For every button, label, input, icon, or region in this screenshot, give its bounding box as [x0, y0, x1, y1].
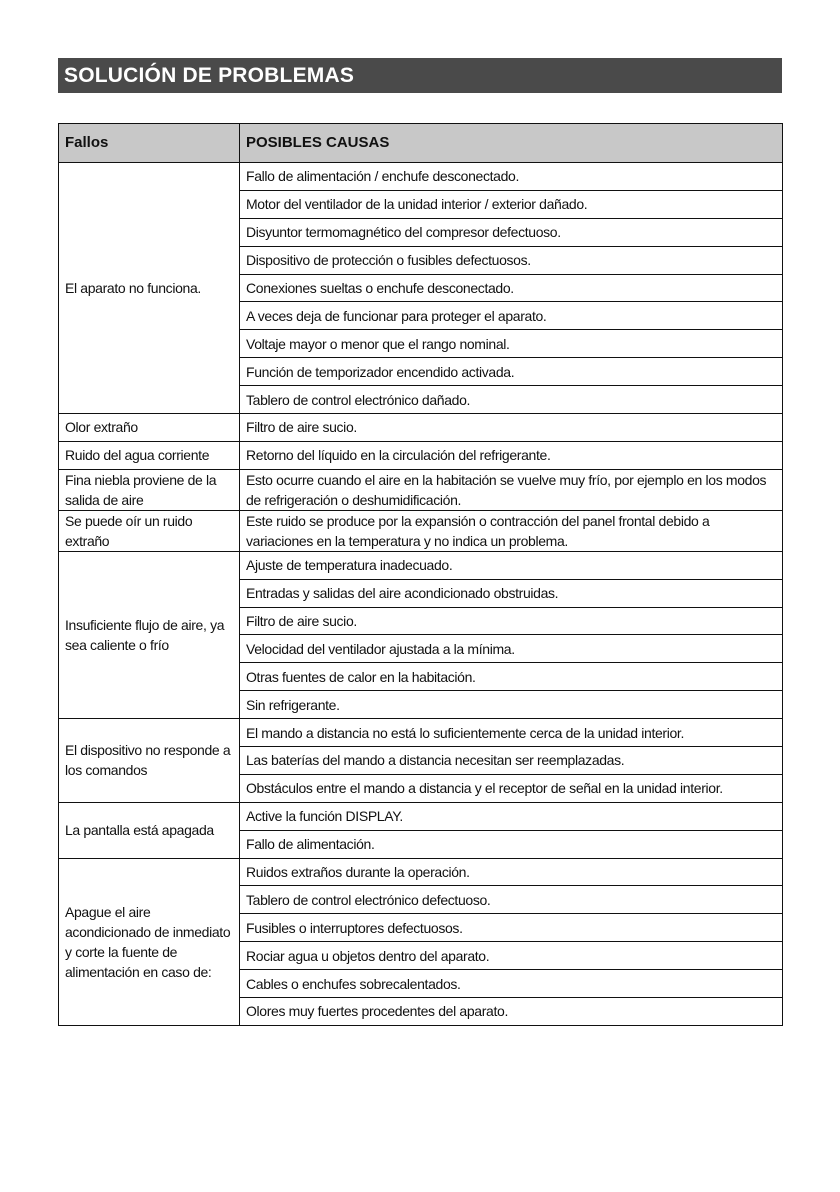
cause-cell: Filtro de aire sucio. [240, 414, 783, 442]
table-header-row [59, 124, 783, 163]
table-row [59, 441, 783, 469]
fault-cell: Se puede oír un ruido extraño [59, 510, 240, 551]
cause-cell: Tablero de control electrónico dañado. [240, 386, 783, 414]
cause-cell: Rociar agua u objetos dentro del aparato. [240, 942, 783, 970]
fault-cell: La pantalla está apagada [59, 802, 240, 858]
cause-cell: Motor del ventilador de la unidad interior / exterior dañado. [240, 190, 783, 218]
table-row [59, 858, 783, 886]
cause-cell: Fallo de alimentación. [240, 830, 783, 858]
cause-cell: Fusibles o interruptores defectuosos. [240, 914, 783, 942]
cause-cell: Tablero de control electrónico defectuoso. [240, 886, 783, 914]
fault-cell: Fina niebla proviene de la salida de aire [59, 469, 240, 510]
troubleshooting-table [58, 123, 783, 1026]
cause-cell: Velocidad del ventilador ajustada a la mínima. [240, 635, 783, 663]
cause-cell: Ruidos extraños durante la operación. [240, 858, 783, 886]
cause-cell: Esto ocurre cuando el aire en la habitación se vuelve muy frío, por ejemplo en los modos de refrigeración o deshumidificación. [240, 469, 783, 510]
cause-cell: Las baterías del mando a distancia necesitan ser reemplazadas. [240, 747, 783, 775]
cause-cell: Conexiones sueltas o enchufe desconectado. [240, 274, 783, 302]
cause-cell: Fallo de alimentación / enchufe desconectado. [240, 163, 783, 191]
cause-cell: Dispositivo de protección o fusibles defectuosos. [240, 246, 783, 274]
cause-cell: Ajuste de temperatura inadecuado. [240, 551, 783, 579]
fault-cell: El dispositivo no responde a los comandos [59, 719, 240, 803]
cause-cell: Función de temporizador encendido activada. [240, 358, 783, 386]
cause-cell: Sin refrigerante. [240, 691, 783, 719]
cause-cell: Este ruido se produce por la expansión o contracción del panel frontal debido a variaciones en la temperatura y no indica un problema. [240, 510, 783, 551]
table-row [59, 414, 783, 442]
cause-cell: Cables o enchufes sobrecalentados. [240, 970, 783, 998]
table-row [59, 719, 783, 747]
fault-cell: Insuficiente flujo de aire, ya sea caliente o frío [59, 551, 240, 718]
table-row [59, 469, 783, 510]
cause-cell: El mando a distancia no está lo suficientemente cerca de la unidad interior. [240, 719, 783, 747]
fault-cell: Apague el aire acondicionado de inmediato y corte la fuente de alimentación en caso de: [59, 858, 240, 1025]
cause-cell: Voltaje mayor o menor que el rango nominal. [240, 330, 783, 358]
table-row [59, 510, 783, 551]
cause-cell: A veces deja de funcionar para proteger el aparato. [240, 302, 783, 330]
cause-cell: Active la función DISPLAY. [240, 802, 783, 830]
table-row [59, 163, 783, 191]
fault-cell: El aparato no funciona. [59, 163, 240, 414]
header-causas: POSIBLES CAUSAS [240, 124, 783, 163]
cause-cell: Olores muy fuertes procedentes del aparato. [240, 998, 783, 1026]
header-fallos: Fallos [59, 124, 240, 163]
cause-cell: Obstáculos entre el mando a distancia y el receptor de señal en la unidad interior. [240, 774, 783, 802]
page-title: SOLUCIÓN DE PROBLEMAS [58, 58, 782, 93]
table-row [59, 551, 783, 579]
cause-cell: Disyuntor termomagnético del compresor defectuoso. [240, 218, 783, 246]
fault-cell: Ruido del agua corriente [59, 441, 240, 469]
cause-cell: Filtro de aire sucio. [240, 607, 783, 635]
cause-cell: Otras fuentes de calor en la habitación. [240, 663, 783, 691]
cause-cell: Retorno del líquido en la circulación del refrigerante. [240, 441, 783, 469]
table-row [59, 802, 783, 830]
cause-cell: Entradas y salidas del aire acondicionado obstruidas. [240, 579, 783, 607]
fault-cell: Olor extraño [59, 414, 240, 442]
